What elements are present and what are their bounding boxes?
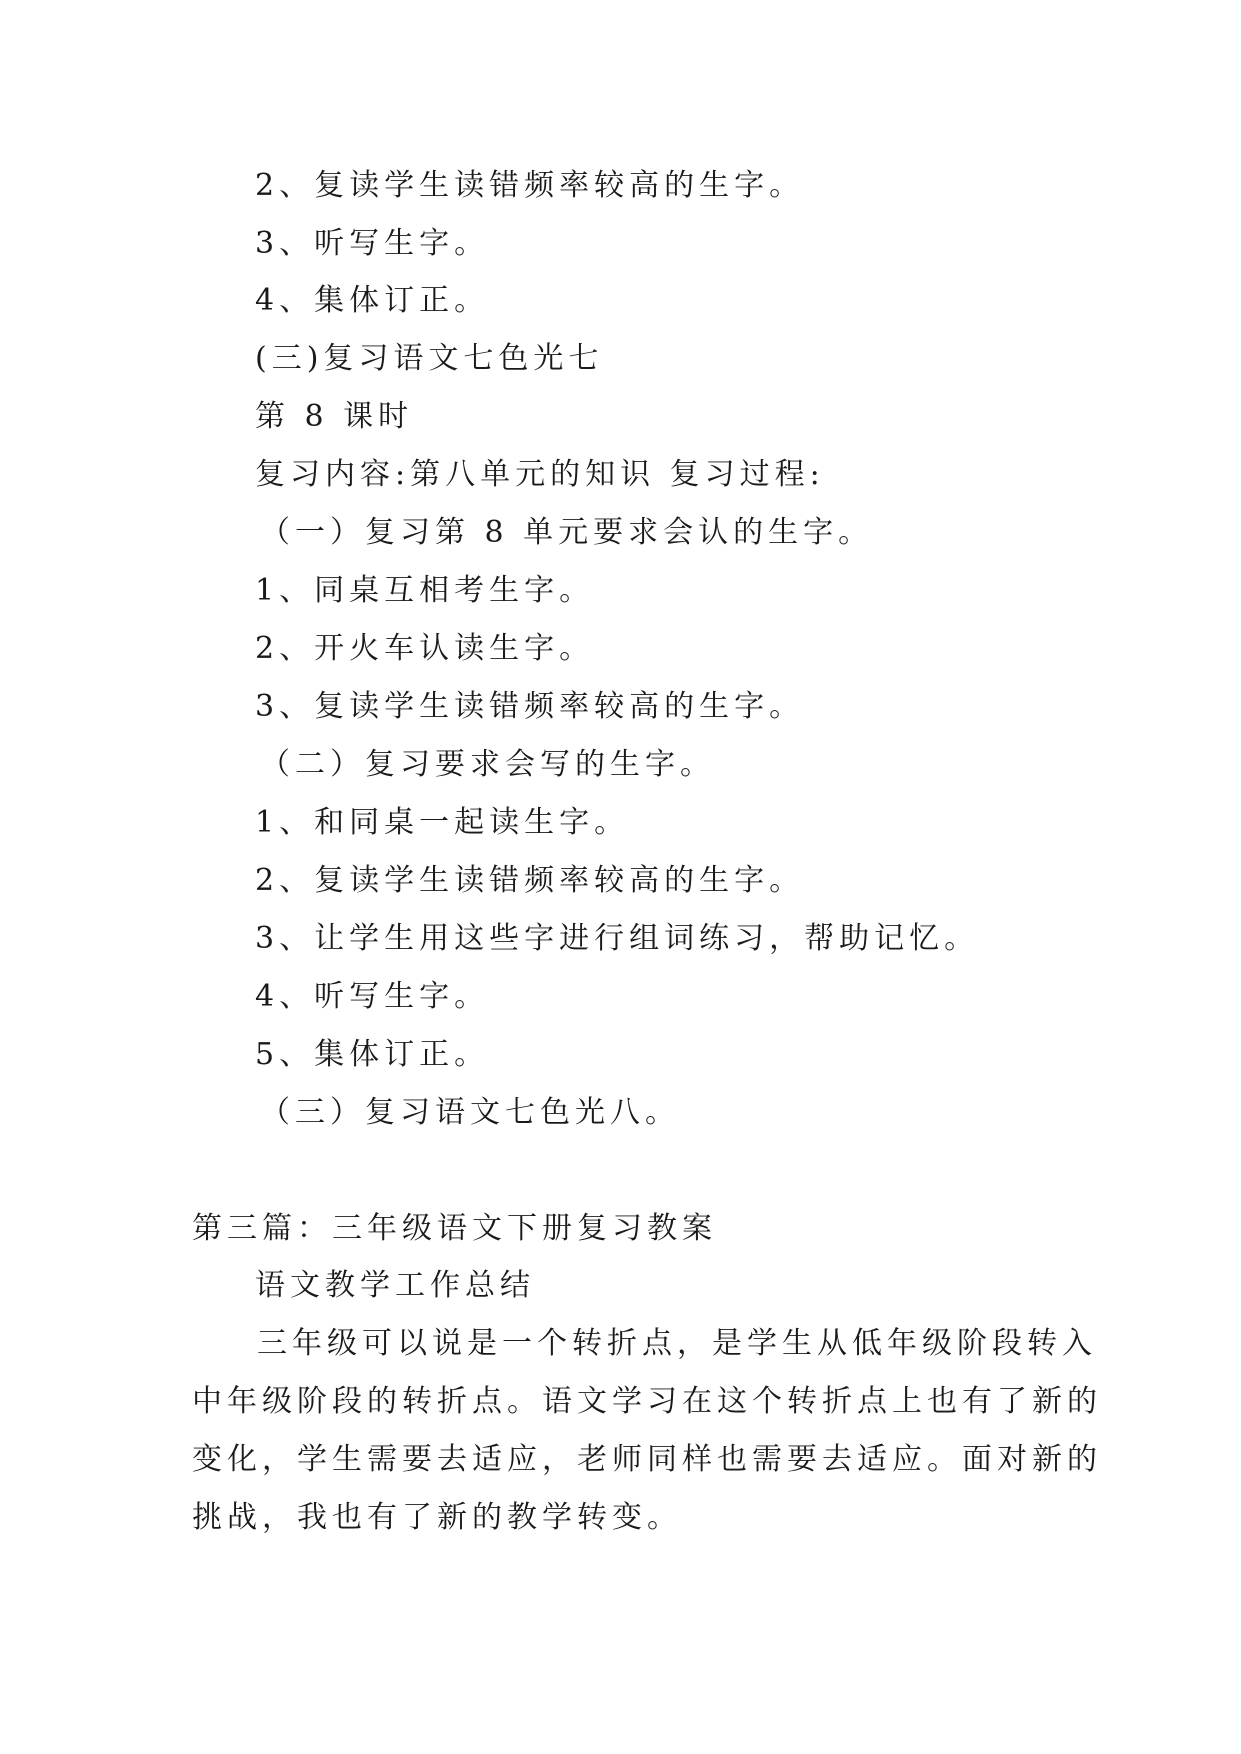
list-item: 3、复读学生读错频率较高的生字。 bbox=[255, 689, 805, 724]
paragraph-line: 三年级可以说是一个转折点，是学生从低年级阶段转入 bbox=[257, 1326, 1097, 1361]
list-item: 1、同桌互相考生字。 bbox=[255, 573, 595, 608]
list-item: 1、和同桌一起读生字。 bbox=[255, 805, 630, 840]
list-item: 3、让学生用这些字进行组词练习，帮助记忆。 bbox=[255, 921, 980, 956]
section-label: （一）复习第 8 单元要求会认的生字。 bbox=[260, 515, 874, 550]
section-label: （三）复习语文七色光八。 bbox=[260, 1095, 680, 1130]
paragraph-line: 中年级阶段的转折点。语文学习在这个转折点上也有了新的 bbox=[192, 1384, 1102, 1419]
section-label: （二）复习要求会写的生字。 bbox=[260, 747, 715, 782]
lesson-title: 第 8 课时 bbox=[255, 399, 414, 434]
list-item: 4、听写生字。 bbox=[255, 979, 490, 1014]
list-item: 2、开火车认读生字。 bbox=[255, 631, 595, 666]
list-item: 5、集体订正。 bbox=[255, 1037, 490, 1072]
list-item: 2、复读学生读错频率较高的生字。 bbox=[255, 863, 805, 898]
section-heading: 第三篇：三年级语文下册复习教案 bbox=[192, 1211, 717, 1246]
list-item: 2、复读学生读错频率较高的生字。 bbox=[255, 168, 805, 203]
paragraph-line: 变化，学生需要去适应，老师同样也需要去适应。面对新的 bbox=[192, 1442, 1102, 1477]
list-item: 3、听写生字。 bbox=[255, 226, 490, 261]
lesson-content: 复习内容:第八单元的知识 复习过程: bbox=[255, 457, 825, 492]
section-label: (三)复习语文七色光七 bbox=[255, 341, 604, 376]
paragraph-line: 挑战，我也有了新的教学转变。 bbox=[192, 1500, 682, 1535]
list-item: 4、集体订正。 bbox=[255, 283, 490, 318]
section-subheading: 语文教学工作总结 bbox=[255, 1268, 535, 1303]
